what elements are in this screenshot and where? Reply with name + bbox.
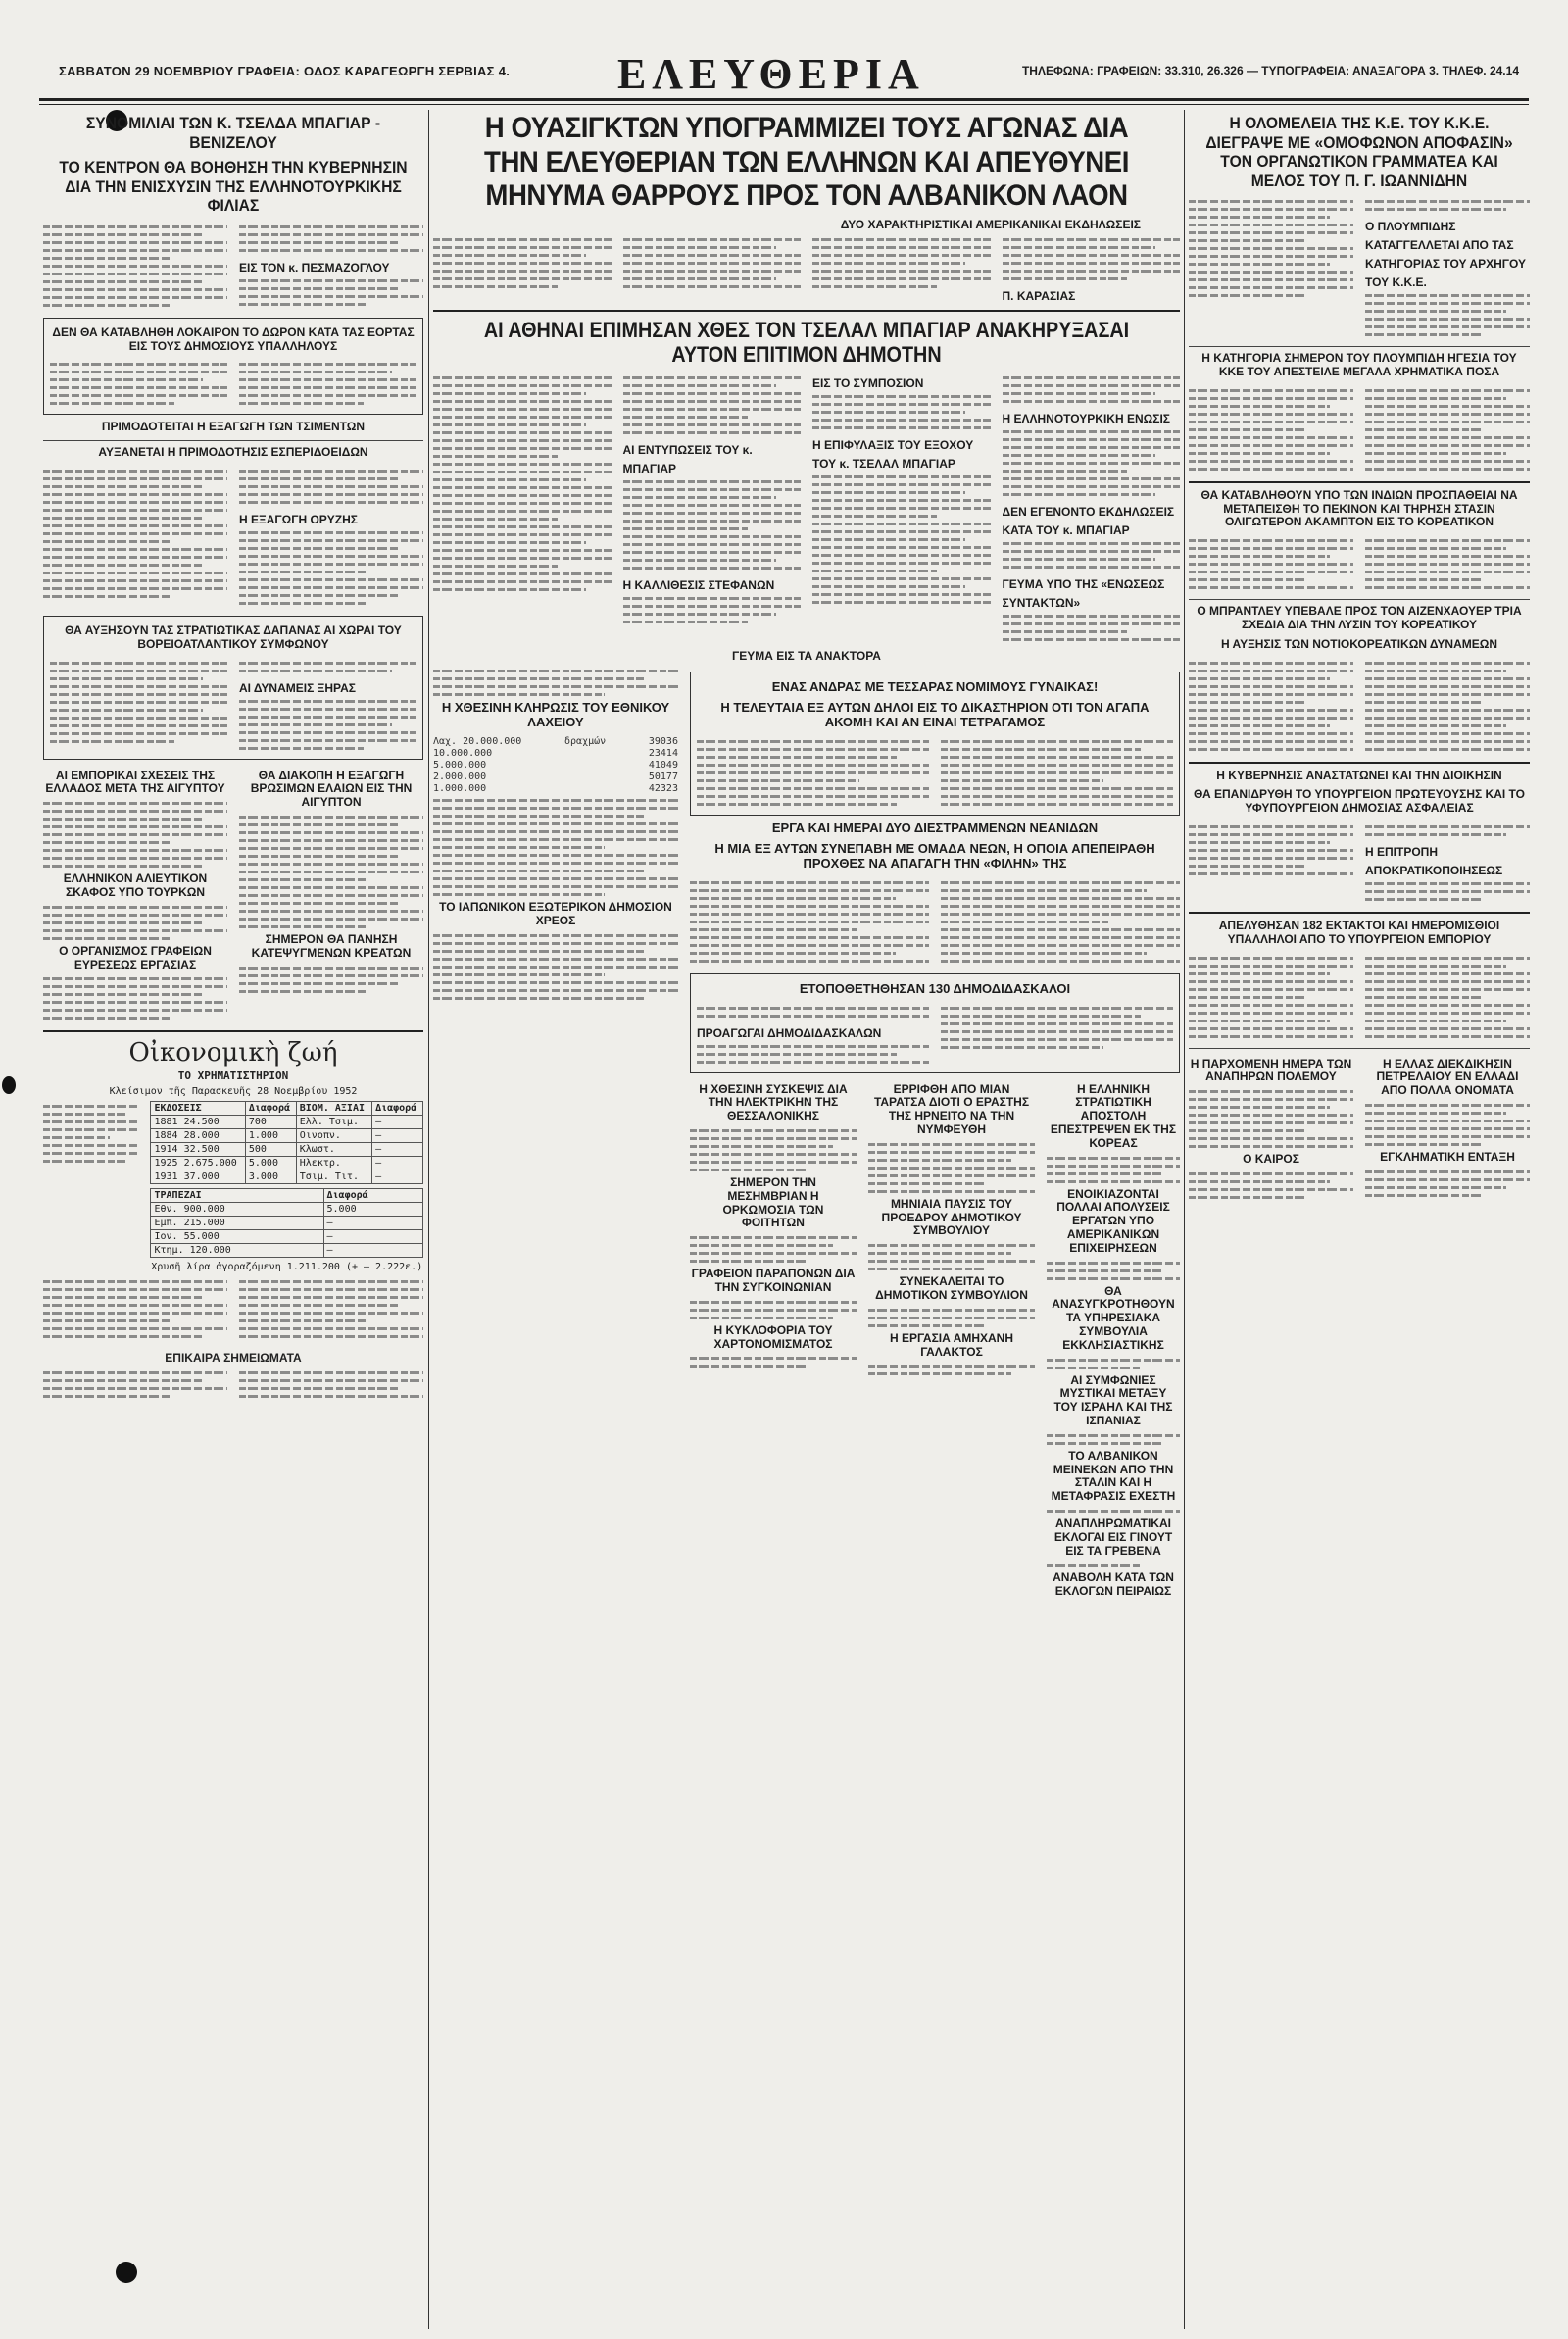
table-cell: — — [323, 1217, 422, 1230]
table-cell: 700 — [245, 1116, 296, 1129]
table-cell: Εθν. 900.000 — [151, 1203, 323, 1217]
headline-india-peking: ΘΑ ΚΑΤΑΒΛΗΘΟΥΝ ΥΠΟ ΤΩΝ ΙΝΔΙΩΝ ΠΡΟΣΠΑΘΕΙΑΙ ΝΑ ΜΕΤΑΠΕΙΣΘΗ ΤΟ ΠΕΚΙΝΟΝ ΚΑΙ ΤΗΡΗΣΗ ΣΤΑΣΙΝ ΟΛΙΓΩΤΕΡΟΝ ΑΚΑΜΠΤΟΝ ΕΙΣ ΤΟ ΚΟΡΕΑΤΙΚΟΝ — [1200, 487, 1518, 529]
headline-kidnap: Η ΜΙΑ ΕΞ ΑΥΤΩΝ ΣΥΝΕΠΑΒΗ ΜΕ ΟΜΑΔΑ ΝΕΩΝ, Η ΟΠΟΙΑ ΑΠΕΠΕΙΡΑΘΗ ΠΡΟΧΘΕΣ ΝΑ ΑΠΑΓΑΓΗ ΤΗΝ «ΦΙΛΗΝ» ΤΗΣ — [714, 840, 1155, 871]
punch-hole-mark — [2, 1076, 16, 1094]
bond-table — [150, 1101, 423, 1184]
table-cell: — — [372, 1157, 423, 1170]
column-rule — [1184, 110, 1185, 2329]
table-header: Διαφορά — [323, 1189, 422, 1203]
subhead: ΕΙΣ ΤΟΝ κ. ΠΕΣΜΑΖΟΓΛΟΥ — [239, 260, 390, 274]
market-subtitle: ΤΟ ΧΡΗΜΑΤΙΣΤΗΡΙΟΝ — [177, 1070, 289, 1083]
headline-talks: ΣΥΝΟΜΙΛΙΑΙ ΤΩΝ Κ. ΤΣΕΛΔΑ ΜΠΑΓΙΑΡ - ΒΕΝΙΖΕΛΟΥ — [85, 114, 381, 152]
lottery-cell: 41049 — [648, 759, 678, 771]
table-cell: 5.000 — [323, 1203, 422, 1217]
headline-agreements: ΑΙ ΣΥΜΦΩΝΙΕΣ ΜΥΣΤΙΚΑΙ ΜΕΤΑΞΥ ΤΟΥ ΙΣΡΑΗΛ ΚΑΙ ΤΗΣ ΙΣΠΑΝΙΑΣ — [1054, 1372, 1173, 1427]
table-row — [151, 1217, 423, 1230]
headline-centre-party: ΤΟ ΚΕΝΤΡΟΝ ΘΑ ΒΟΗΘΗΣΗ ΤΗΝ ΚΥΒΕΡΝΗΣΙΝ ΔΙΑ ΤΗΝ ΕΝΙΣΧΥΣΙΝ ΤΗΣ ΕΛΛΗΝΟΤΟΥΡΚΙΚΗΣ ΦΙΛΙΑΣ — [59, 158, 408, 216]
table-header: Διαφορά — [245, 1102, 296, 1116]
headline-complaints: ΓΡΑΦΕΙΟΝ ΠΑΡΑΠΟΝΩΝ ΔΙΑ ΤΗΝ ΣΥΓΚΟΙΝΩΝΙΑΝ — [691, 1267, 856, 1295]
lottery-results — [433, 736, 678, 795]
headline-cement: ΠΡΙΜΟΔΟΤΕΙΤΑΙ Η ΕΞΑΓΩΓΗ ΤΩΝ ΤΣΙΜΕΝΤΩΝ — [101, 420, 366, 434]
subhead: ΕΙΣ ΤΟ ΣΥΜΠΟΣΙΟΝ — [812, 376, 924, 391]
table-row — [151, 1244, 423, 1258]
headline-councils: ΘΑ ΑΝΑΣΥΓΚΡΟΤΗΘΟΥΝ ΤΑ ΥΠΗΡΕΣΙΑΚΑ ΣΥΜΒΟΥΛΙΑ ΕΚΚΛΗΣΙΑΣΤΙΚΗΣ — [1052, 1283, 1175, 1352]
market-note: Κλείσιμον τῆς Παρασκευῆς 28 Νοεμβρίου 1952 — [109, 1086, 358, 1098]
two-stories — [433, 666, 1180, 1605]
lottery-row — [433, 771, 678, 783]
headline-government: Η ΚΥΒΕΡΝΗΣΙΣ ΑΝΑΣΤΑΤΩΝΕΙ ΚΑΙ ΤΗΝ ΔΙΟΙΚΗΣΙΝ — [1216, 768, 1502, 782]
banner-line-2: ΤΗΝ ΕΛΕΥΘΕΡΙΑΝ ΤΩΝ ΕΛΛΗΝΩΝ ΚΑΙ ΑΠΕΥΘΥΝΕΙ — [484, 145, 1129, 178]
table-cell: 1931 37.000 — [151, 1170, 245, 1184]
headline-criminal: ΕΓΚΛΗΜΑΤΙΚΗ ΕΝΤΑΞΗ — [1380, 1149, 1515, 1164]
banner-line-1: Η ΟΥΑΣΙΓΚΤΩΝ ΥΠΟΓΡΑΜΜΙΖΕΙ ΤΟΥΣ ΑΓΩΝΑΣ ΔΙΑ — [484, 112, 1129, 144]
table-cell: Ιον. 55.000 — [151, 1230, 323, 1244]
headline-oil: Η ΕΛΛΑΣ ΔΙΕΚΔΙΚΗΣΙΝ ΠΕΤΡΕΛΑΙΟΥ ΕΝ ΕΛΛΑΔΙ ΑΠΟ ΠΟΛΛΑ ΟΝΟΜΑΤΑ — [1376, 1056, 1519, 1098]
headline-employment-offices: Ο ΟΡΓΑΝΙΣΜΟΣ ΓΡΑΦΕΙΩΝ ΕΥΡΕΣΕΩΣ ΕΡΓΑΣΙΑΣ — [59, 943, 212, 971]
headline-by-elections: ΑΝΑΠΛΗΡΩΜΑΤΙΚΑΙ ΕΚΛΟΓΑΙ ΕΙΣ ΓΙΝΟΥΤ ΕΙΣ ΤΑ ΓΡΕΒΕΝΑ — [1054, 1516, 1173, 1558]
article-body — [433, 373, 1180, 646]
banner-line-3: ΜΗΝΥΜΑ ΘΑΡΡΟΥΣ ΠΡΟΣ ΤΟΝ ΑΛΒΑΝΙΚΟΝ ΛΑΟΝ — [485, 179, 1128, 212]
divider — [43, 440, 423, 441]
lottery-cell: δραχμών — [564, 735, 607, 747]
lottery-cell: 10.000.000 — [433, 747, 493, 759]
lottery-row — [433, 748, 678, 760]
headline-japan-debt: ΤΟ ΙΑΠΩΝΙΚΟΝ ΕΞΩΤΕΡΙΚΟΝ ΔΗΜΟΣΙΟΝ ΧΡΕΟΣ — [439, 899, 672, 927]
article-body — [43, 222, 423, 312]
boxed-article — [43, 616, 423, 760]
headline-olive-oil: ΘΑ ΔΙΑΚΟΠΗ Η ΕΞΑΓΩΓΗ ΒΡΩΣΙΜΩΝ ΕΛΑΙΩΝ ΕΙΣ ΤΗΝ ΑΙΓΥΠΤΟΝ — [250, 768, 413, 810]
boxed-article — [690, 672, 1180, 816]
table-cell: 1.000 — [245, 1129, 296, 1143]
subhead: Η ΕΠΙΦΥΛΑΞΙΣ ΤΟΥ ΕΞΟΧΟΥ ΤΟΥ κ. ΤΣΕΛΑΛ ΜΠΑΓΙΑΡ — [812, 438, 974, 472]
headline-milk: Η ΕΡΓΑΣΙΑ ΑΜΗΧΑΝΗ ΓΑΛΑΚΤΟΣ — [890, 1330, 1013, 1359]
market-section — [43, 1038, 423, 1403]
table-row — [151, 1143, 423, 1157]
subhead: ΔΥΟ ΧΑΡΑΚΤΗΡΙΣΤΙΚΑΙ ΑΜΕΡΙΚΑΝΙΚΑΙ ΕΚΔΗΛΩΣΕΙΣ — [840, 217, 1141, 231]
subhead: Ο ΠΛΟΥΜΠΙΔΗΣ ΚΑΤΑΓΓΕΛΛΕΤΑΙ ΑΠΟ ΤΑΣ ΚΑΤΗΓΟΡΙΑΣ ΤΟΥ ΑΡΧΗΓΟΥ ΤΟΥ Κ.Κ.Ε. — [1365, 220, 1526, 290]
column-rule — [428, 110, 429, 2329]
headline-kke-plenum: Η ΟΛΟΜΕΛΕΙΑ ΤΗΣ Κ.Ε. ΤΟΥ Κ.Κ.Ε. ΔΙΕΓΡΑΨΕ ΜΕ «ΟΜΟΦΩΝΟΝ ΑΠΟΦΑΣΙΝ» ΤΟΝ ΟΡΓΑΝΩΤΙΚΟΝ ΓΡΑΜΜΑΤΕΑ ΚΑΙ ΜΕΛΟΣ ΤΟΥ Π. Γ. ΙΩΑΝΝΙΔΗΝ — [1205, 114, 1513, 190]
divider — [1189, 481, 1530, 483]
divider — [1189, 346, 1530, 347]
table-cell: — — [323, 1230, 422, 1244]
divider — [1189, 1048, 1530, 1049]
table-cell: 1884 28.000 — [151, 1129, 245, 1143]
table-cell: Ελλ. Τσιμ. — [296, 1116, 371, 1129]
boxed-article — [690, 973, 1180, 1073]
lottery-cell: 39036 — [648, 735, 678, 747]
table-row — [151, 1157, 423, 1170]
table-cell: Εμπ. 215.000 — [151, 1217, 323, 1230]
headline-teachers: ΕΤΟΠΟΘΕΤΗΘΗΣΑΝ 130 ΔΗΜΟΔΙΔΑΣΚΑΛΟΙ — [799, 980, 1071, 996]
lottery-cell: 5.000.000 — [433, 759, 487, 771]
lottery-cell: 42323 — [648, 782, 678, 794]
lottery-row — [433, 736, 678, 748]
table-cell: Κλωστ. — [296, 1143, 371, 1157]
table-cell: Κτημ. 120.000 — [151, 1244, 323, 1258]
divider — [43, 1030, 423, 1032]
epikaira-heading: ΕΠΙΚΑΙΡΑ ΣΗΜΕΙΩΜΑΤΑ — [165, 1351, 302, 1366]
table-row — [151, 1129, 423, 1143]
lottery-row — [433, 783, 678, 795]
byline: Π. ΚΑΡΑΣΙΑΣ — [1002, 288, 1076, 303]
headline-terrace: ΕΡΡΙΦΘΗ ΑΠΟ ΜΙΑΝ ΤΑΡΑΤΣΑ ΔΙΟΤΙ Ο ΕΡΑΣΤΗΣ ΤΗΣ ΗΡΝΕΙΤΟ ΝΑ ΤΗΝ ΝΥΜΦΕΥΘΗ — [873, 1081, 1030, 1137]
lottery-row — [433, 760, 678, 771]
subhead: Η ΕΞΑΓΩΓΗ ΟΡΥΖΗΣ — [239, 512, 358, 526]
gold-sovereign: Χρυσῆ λίρα ἀγοραζόμενη 1.211.200 (+ — 2.222ε.) — [151, 1262, 423, 1273]
table-cell: — — [372, 1170, 423, 1184]
headline-layoffs: ΕΝΟΙΚΙΑΖΟΝΤΑΙ ΠΟΛΛΑΙ ΑΠΟΛΥΣΕΙΣ ΕΡΓΑΤΩΝ ΥΠΟ ΑΜΕΡΙΚΑΝΙΚΩΝ ΕΠΙΧΕΙΡΗΣΕΩΝ — [1056, 1186, 1170, 1255]
table-row — [151, 1203, 423, 1217]
table-cell: — — [323, 1244, 422, 1258]
table-cell: — — [372, 1116, 423, 1129]
lottery-cell: 1.000.000 — [433, 782, 487, 794]
headline-suspension: ΜΗΝΙΑΙΑ ΠΑΥΣΙΣ ΤΟΥ ΠΡΟΕΔΡΟΥ ΔΗΜΟΤΙΚΟΥ ΣΥΜΒΟΥΛΙΟΥ — [881, 1196, 1022, 1238]
boxed-article — [43, 318, 423, 416]
subhead: ΓΕΥΜΑ ΥΠΟ ΤΗΣ «ΕΝΩΣΕΩΣ ΣΥΝΤΑΚΤΩΝ» — [1002, 577, 1165, 611]
headline-athens-bayar: ΑΙ ΑΘΗΝΑΙ ΕΠΙΜΗΣΑΝ ΧΘΕΣ ΤΟΝ ΤΣΕΛΑΛ ΜΠΑΓΙΑΡ ΑΝΑΚΗΡΥΞΑΣΑΙ ΑΥΤΟΝ ΕΠΙΤΙΜΟΝ ΔΗΜΟΤΗΝ — [483, 317, 1130, 367]
lottery-cell: 23414 — [648, 747, 678, 759]
headline-court: Η ΤΕΛΕΥΤΑΙΑ ΕΞ ΑΥΤΩΝ ΔΗΛΟΙ ΕΙΣ ΤΟ ΔΙΚΑΣΤΗΡΙΟΝ ΟΤΙ ΤΟΝ ΑΓΑΠΑ ΑΚΟΜΗ ΚΑΙ ΑΝ ΕΙΝΑΙ ΤΕΤΡΑΓΑΜΟΣ — [720, 700, 1150, 729]
table-row — [151, 1170, 423, 1184]
masthead-dateline: ΣΑΒΒΑΤΟΝ 29 ΝΟΕΜΒΡΙΟΥ ΓΡΑΦΕΙΑ: ΟΔΟΣ ΚΑΡΑΓΕΩΡΓΗ ΣΕΡΒΙΑΣ 4. — [59, 64, 511, 78]
headline-south-korea: Η ΑΥΞΗΣΙΣ ΤΩΝ ΝΟΤΙΟΚΟΡΕΑΤΙΚΩΝ ΔΥΝΑΜΕΩΝ — [1220, 636, 1498, 651]
divider — [433, 310, 1180, 312]
headline-military-spending: ΘΑ ΑΥΞΗΣΟΥΝ ΤΑΣ ΣΤΡΑΤΙΩΤΙΚΑΣ ΔΑΠΑΝΑΣ ΑΙ ΧΩΡΑΙ ΤΟΥ ΒΟΡΕΙΟΑΤΛΑΝΤΙΚΟΥ ΣΥΜΦΩΝΟΥ — [65, 622, 402, 651]
headline-ploumpidis: Η ΚΑΤΗΓΟΡΙΑ ΣΗΜΕΡΟΝ ΤΟΥ ΠΛΟΥΜΠΙΔΗ ΗΓΕΣΙΑ ΤΟΥ ΚΚΕ ΤΟΥ ΑΠΕΣΤΕΙΛΕ ΜΕΓΑΛΑ ΧΡΗΜΑΤΙΚΑ ΠΟΣΑ — [1201, 351, 1517, 378]
divider — [1189, 599, 1530, 600]
column-right — [1189, 110, 1530, 2329]
table-cell: — — [372, 1129, 423, 1143]
subhead: Η ΕΛΛΗΝΟΤΟΥΡΚΙΚΗ ΕΝΩΣΙΣ — [1002, 412, 1170, 426]
table-row — [151, 1230, 423, 1244]
headline-banknotes: Η ΚΥΚΛΟΦΟΡΙΑ ΤΟΥ ΧΑΡΤΟΝΟΜΙΣΜΑΤΟΣ — [713, 1322, 833, 1351]
subhead: ΠΡΟΑΓΩΓΑΙ ΔΗΜΟΔΙΔΑΣΚΑΛΩΝ — [697, 1025, 882, 1040]
subhead: ΑΙ ΔΥΝΑΜΕΙΣ ΞΗΡΑΣ — [239, 680, 356, 695]
table-header: ΤΡΑΠΕΖΑΙ — [151, 1189, 323, 1203]
headline-dismissed: ΑΠΕΛΥΘΗΣΑΝ 182 ΕΚΤΑΚΤΟΙ ΚΑΙ ΗΜΕΡΟΜΙΣΘΙΟΙ ΥΠΑΛΛΗΛΟΙ ΑΠΟ ΤΟ ΥΠΟΥΡΓΕΙΟΝ ΕΜΠΟΡΙΟΥ — [1218, 918, 1500, 946]
table-cell: 500 — [245, 1143, 296, 1157]
headline-oath: ΣΗΜΕΡΟΝ ΤΗΝ ΜΕΣΗΜΒΡΙΑΝ Η ΟΡΚΩΜΟΣΙΑ ΤΩΝ ΦΟΙΤΗΤΩΝ — [722, 1175, 824, 1230]
masthead-rule — [39, 98, 1529, 101]
headline-bradley: Ο ΜΠΡΑΝΤΛΕΥ ΥΠΕΒΑΛΕ ΠΡΟΣ ΤΟΝ ΑΙΖΕΝΧΑΟΥΕΡ ΤΡΙΑ ΣΧΕΔΙΑ ΔΙΑ ΤΗΝ ΛΥΣΙΝ ΤΟΥ ΚΟΡΕΑΤΙΚΟΥ — [1197, 604, 1522, 631]
lottery-cell: 2.000.000 — [433, 771, 487, 782]
two-articles — [43, 766, 423, 1025]
subhead: ΓΕΥΜΑ ΕΙΣ ΤΑ ΑΝΑΚΤΟΡΑ — [732, 649, 881, 664]
table-cell: Τσιμ. Τιτ. — [296, 1170, 371, 1184]
article-body — [43, 466, 423, 610]
table-cell: 1881 24.500 — [151, 1116, 245, 1129]
headline-lottery: Η ΧΘΕΣΙΝΗ ΚΛΗΡΩΣΙΣ ΤΟΥ ΕΘΝΙΚΟΥ ΛΑΧΕΙΟΥ — [441, 700, 670, 730]
headline-fishing-boat: ΕΛΛΗΝΙΚΟΝ ΑΛΙΕΥΤΙΚΟΝ ΣΚΑΦΟΣ ΥΠΟ ΤΟΥΡΚΩΝ — [63, 871, 208, 899]
column-left — [43, 110, 423, 2329]
lottery-cell: Λαχ. 20.000.000 — [433, 735, 522, 747]
table-header: ΒΙΟΜ. ΑΞΙΑΙ — [296, 1102, 371, 1116]
subhead: ΑΙ ΕΝΤΥΠΩΣΕΙΣ ΤΟΥ κ. ΜΠΑΓΙΑΡ — [622, 443, 753, 476]
headline-council-meets: ΣΥΝΕΚΑΛΕΙΤΑΙ ΤΟ ΔΗΜΟΤΙΚΟΝ ΣΥΜΒΟΥΛΙΟΝ — [875, 1274, 1028, 1303]
headline-invalids-day: Η ΠΑΡΧΟΜΕΝΗ ΗΜΕΡΑ ΤΩΝ ΑΝΑΠΗΡΩΝ ΠΟΛΕΜΟΥ — [1190, 1056, 1352, 1084]
headline-gift: ΔΕΝ ΘΑ ΚΑΤΑΒΛΗΘΗ ΛΟΚΑΙΡΟΝ ΤΟ ΔΩΡΟΝ ΚΑΤΑ ΤΑΣ ΕΟΡΤΑΣ ΕΙΣ ΤΟΥΣ ΔΗΜΟΣΙΟΥΣ ΥΠΑΛΛΗΛΟΥΣ — [52, 324, 415, 353]
table-cell: 1925 2.675.000 — [151, 1157, 245, 1170]
lottery-cell: 50177 — [648, 771, 678, 782]
masthead-contacts: ΤΗΛΕΦΩΝΑ: ΓΡΑΦΕΙΩΝ: 33.310, 26.326 — ΤΥΠΟΓΡΑΦΕΙΑ: ΑΝΑΞΑΓΟΡΑ 3. ΤΗΛΕΦ. 24.14 — [1021, 64, 1519, 77]
table-cell: — — [372, 1143, 423, 1157]
subhead: ΔΕΝ ΕΓΕΝΟΝΤΟ ΕΚΔΗΛΩΣΕΙΣ ΚΑΤΑ ΤΟΥ κ. ΜΠΑΓΙΑΡ — [1002, 505, 1175, 538]
table-header: ΕΚΔΟΣΕΙΣ — [151, 1102, 245, 1116]
article-body — [433, 234, 1180, 304]
subhead: Η ΕΠΙΤΡΟΠΗ ΑΠΟΚΡΑΤΙΚΟΠΟΙΗΣΕΩΣ — [1365, 844, 1503, 877]
column-center — [433, 110, 1180, 2329]
headline-piraeus: ΑΝΑΒΟΛΗ ΚΑΤΑ ΤΩΝ ΕΚΛΟΓΩΝ ΠΕΙΡΑΙΩΣ — [1053, 1570, 1174, 1599]
divider — [1189, 762, 1530, 764]
table-row — [151, 1116, 423, 1129]
headline-ministry: ΘΑ ΕΠΑΝΙΔΡΥΘΗ ΤΟ ΥΠΟΥΡΓΕΙΟΝ ΠΡΩΤΕΥΟΥΣΗΣ ΚΑΙ ΤΟ ΥΦΥΠΟΥΡΓΕΙΟΝ ΔΗΜΟΣΙΑΣ ΑΣΦΑΛΕΙΑΣ — [1193, 787, 1525, 816]
headline-albanian: ΤΟ ΑΛΒΑΝΙΚΟΝ ΜΕΙΝΕΚΩΝ ΑΠΟ ΤΗΝ ΣΤΑΛΙΝ ΚΑΙ Η ΜΕΤΑΦΡΑΣΙΣ ΕΧΕΣΤΗ — [1051, 1448, 1176, 1504]
bank-table — [150, 1188, 423, 1258]
headline-citrus: ΑΥΞΑΝΕΤΑΙ Η ΠΡΙΜΟΔΟΤΗΣΙΣ ΕΣΠΕΡΙΔΟΕΙΔΩΝ — [98, 445, 368, 460]
subhead: Η ΚΑΛΛΙΘΕΣΙΣ ΣΤΕΦΑΝΩΝ — [622, 578, 775, 593]
table-cell: Ηλεκτρ. — [296, 1157, 371, 1170]
table-cell: Οινοπν. — [296, 1129, 371, 1143]
headline-egypt-trade: ΑΙ ΕΜΠΟΡΙΚΑΙ ΣΧΕΣΕΙΣ ΤΗΣ ΕΛΛΑΔΟΣ ΜΕΤΑ ΤΗΣ ΑΙΓΥΠΤΟΥ — [45, 768, 225, 796]
headline-greek-mission: Η ΕΛΛΗΝΙΚΗ ΣΤΡΑΤΙΩΤΙΚΗ ΑΠΟΣΤΟΛΗ ΕΠΕΣΤΡΕΨΕΝ ΕΚ ΤΗΣ ΚΟΡΕΑΣ — [1050, 1081, 1177, 1150]
headline-two-girls: ΕΡΓΑ ΚΑΙ ΗΜΕΡΑΙ ΔΥΟ ΔΙΕΣΤΡΑΜΜΕΝΩΝ ΝΕΑΝΙΔΩΝ — [771, 820, 1099, 835]
headline-four-wives: ΕΝΑΣ ΑΝΔΡΑΣ ΜΕ ΤΕΣΣΑΡΑΣ ΝΟΜΙΜΟΥΣ ΓΥΝΑΙΚΑΣ! — [771, 679, 1099, 695]
table-cell: 5.000 — [245, 1157, 296, 1170]
table-header: Διαφορά — [372, 1102, 423, 1116]
divider — [1189, 912, 1530, 914]
masthead-rule-thin — [39, 104, 1529, 105]
headline-weather: Ο ΚΑΙΡΟΣ — [1243, 1152, 1299, 1167]
masthead-title: ΕΛΕΥΘΕΡΙΑ — [617, 50, 925, 98]
market-title: Οἰκονομικὴ ζωή — [128, 1038, 338, 1069]
headline-frozen-meat: ΣΗΜΕΡΟΝ ΘΑ ΠΑΝΗΣΗ ΚΑΤΕΨΥΓΜΕΝΩΝ ΚΡΕΑΤΩΝ — [251, 931, 412, 960]
headline-thessaloniki: Η ΧΘΕΣΙΝΗ ΣΥΣΚΕΨΙΣ ΔΙΑ ΤΗΝ ΗΛΕΚΤΡΙΚΗΝ ΤΗΣ ΘΕΣΣΑΛΟΝΙΚΗΣ — [699, 1081, 848, 1123]
table-cell: 1914 32.500 — [151, 1143, 245, 1157]
table-cell: 3.000 — [245, 1170, 296, 1184]
